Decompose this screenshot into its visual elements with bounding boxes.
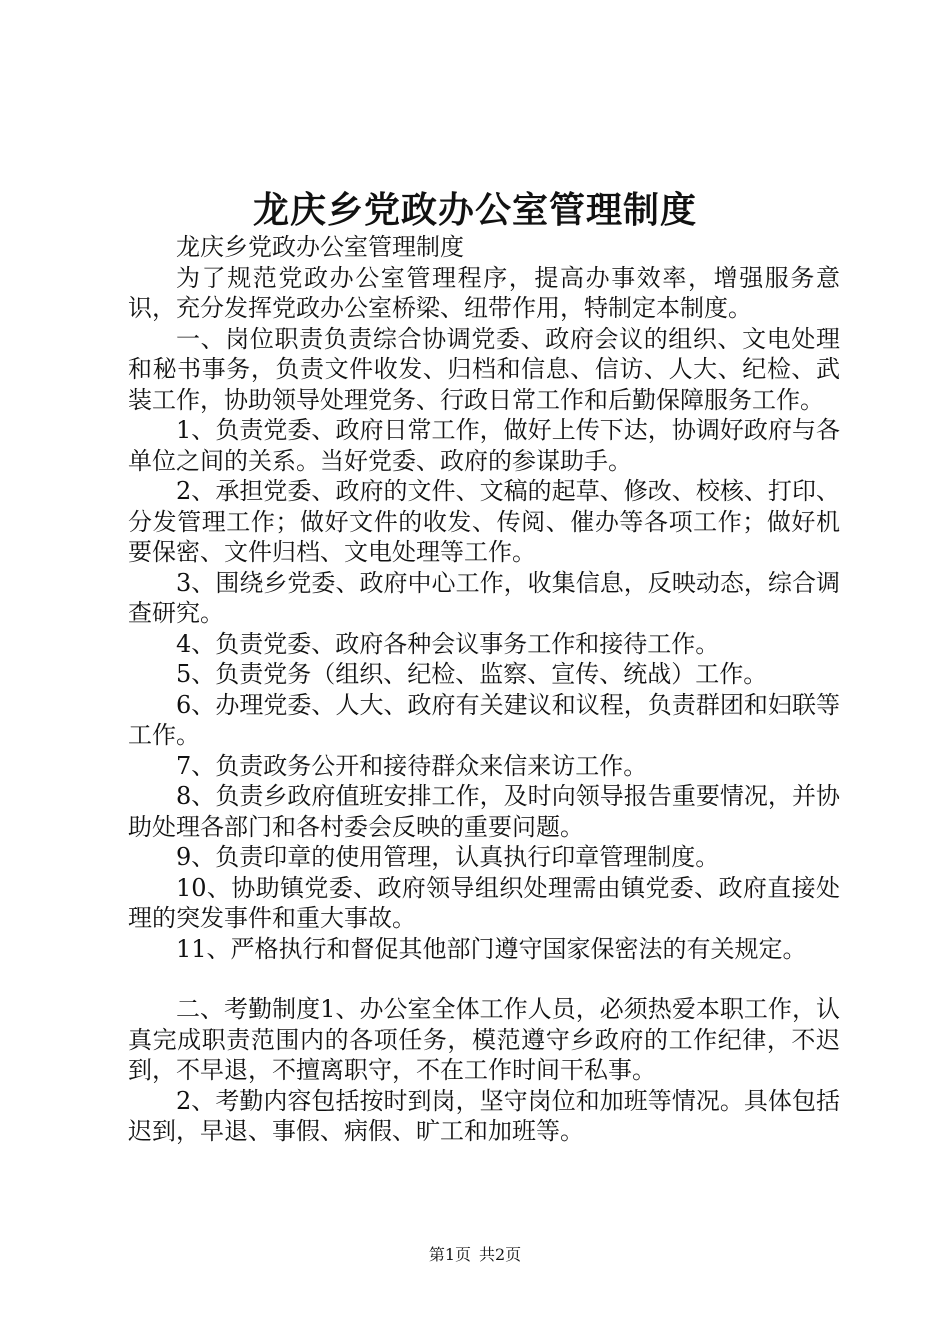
document-title: 龙庆乡党政办公室管理制度 [252,189,697,231]
paragraph-item-9: 9、负责印章的使用管理，认真执行印章管理制度。 [176,843,720,871]
document-body [128,232,840,1147]
paragraph-item-4: 4、负责党委、政府各种会议事务工作和接待工作。 [176,629,720,658]
paragraph-item-10: 10、协助镇党委、政府领导组织处理需由镇党委、政府直接处理的突发事件和重大事故。 [128,873,840,932]
paragraph-subtitle: 龙庆乡党政办公室管理制度 [176,233,464,261]
paragraph-section-duties: 一、岗位职责负责综合协调党委、政府会议的组织、文电处理和秘书事务，负责文件收发、归档和信息、信访、人大、纪检、武装工作，协助领导处理党务、行政日常工作和后勤保障服务工作。 [128,324,840,414]
paragraph-section-attendance: 二、考勤制度1、办公室全体工作人员，必须热爱本职工作，认真完成职责范围内的各项任务，模范遵守乡政府的工作纪律，不迟到，不早退，不擅离职守，不在工作时间干私事。 [128,995,840,1084]
paragraph-item-5: 5、负责党务（组织、纪检、监察、宣传、统战）工作。 [176,660,768,688]
paragraph-item-7: 7、负责政务公开和接待群众来信来访工作。 [176,751,648,780]
page-footer [0,1244,950,1266]
paragraph-item-3: 3、围绕乡党委、政府中心工作，收集信息，反映动态，综合调查研究。 [128,568,840,627]
paragraph-item-2: 2、承担党委、政府的文件、文稿的起草、修改、校核、打印、分发管理工作；做好文件的收发、传阅、催办等各项工作；做好机要保密、文件归档、文电处理等工作。 [128,477,840,566]
paragraph-item-8: 8、负责乡政府值班安排工作，及时向领导报告重要情况，并协助处理各部门和各村委会反映的重要问题。 [128,782,840,841]
page-number-total: 共2页 [479,1245,522,1264]
paragraph-intro: 为了规范党政办公室管理程序，提高办事效率，增强服务意识，充分发挥党政办公室桥梁、纽带作用，特制定本制度。 [128,263,840,322]
page-number-current: 第1页 [428,1245,471,1264]
paragraph-attendance-item-2: 2、考勤内容包括按时到岗，坚守岗位和加班等情况。具体包括迟到，早退、事假、病假、旷工和加班等。 [128,1086,840,1145]
paragraph-item-1: 1、负责党委、政府日常工作，做好上传下达，协调好政府与各单位之间的关系。当好党委、政府的参谋助手。 [128,416,840,475]
paragraph-item-6: 6、办理党委、人大、政府有关建议和议程，负责群团和妇联等工作。 [128,690,840,749]
paragraph-item-11: 11、严格执行和督促其他部门遵守国家保密法的有关规定。 [176,934,807,963]
